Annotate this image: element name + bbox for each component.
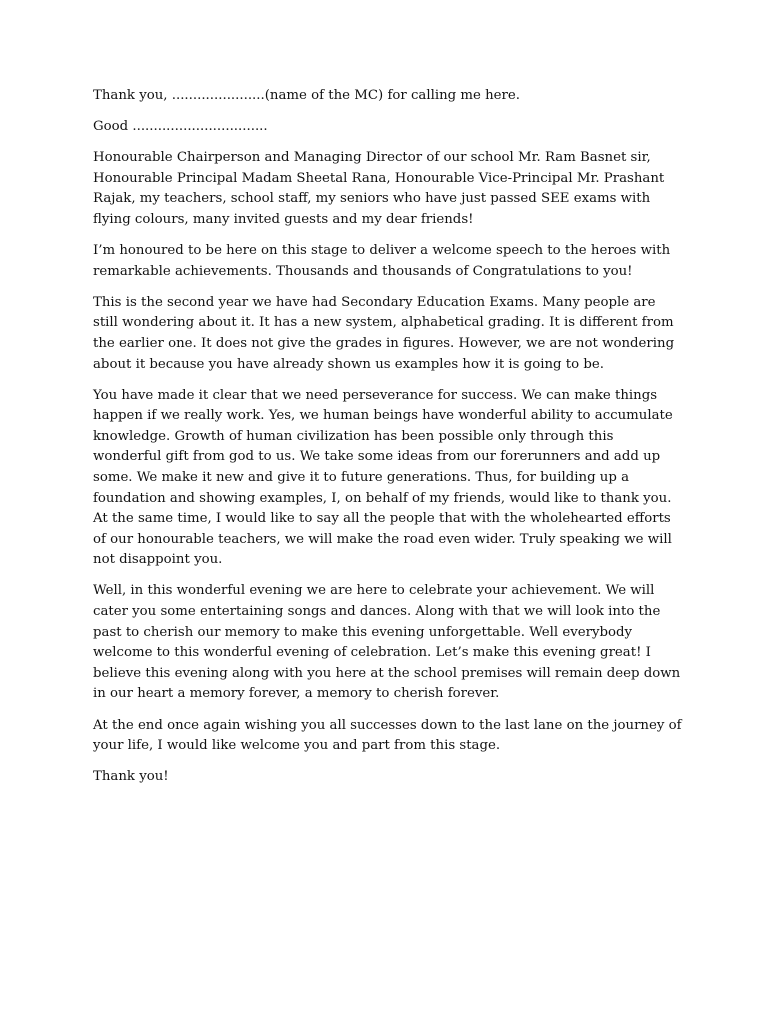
perseverance-paragraph: You have made it clear that we need perseverance for success. We can make things happen if we really work. Yes, we human beings have wonderful ability to accumulate knowledge. Growth of human civilization has been possible only through this wonderful gift from god to us. We take some ideas from our forerunners and add up some. We make it new and give it to future generations. Thus, for building up a foundation and showing examples, I, on behalf of my friends, would like to thank you. At the same time, I would like to say all the people that with the wholehearted efforts of our honourable teachers, we will make the road even wider. Truly speaking we will not disappoint you. xyxy=(93,387,673,568)
salutation-paragraph: Honourable Chairperson and Managing Director of our school Mr. Ram Basnet sir, Honourable Principal Madam Sheetal Rana, Honourable Vice-Principal Mr. Prashant Rajak, my teachers, school staff, my seniors who have just passed SEE exams with flying colours, many invited guests and my dear friends! xyxy=(93,150,665,227)
opening-thanks: Thank you, ......................(name of the MC) for calling me here. xyxy=(93,88,521,103)
speech-body xyxy=(93,86,683,798)
honoured-paragraph: I’m honoured to be here on this stage to deliver a welcome speech to the heroes with remarkable achievements. Thousands and thousands of Congratulations to you! xyxy=(93,243,671,279)
final-thanks: Thank you! xyxy=(93,769,169,785)
closing-paragraph: At the end once again wishing you all successes down to the last lane on the journey of your life, I would like welcome you and part from this stage. xyxy=(93,717,682,754)
exams-paragraph: This is the second year we have had Secondary Education Exams. Many people are still wondering about it. It has a new system, alphabetical grading. It is different from the earlier one. It does not give the grades in figures. However, we are not wondering about it because you have already shown us examples how it is going to be. xyxy=(93,294,675,372)
celebration-paragraph: Well, in this wonderful evening we are here to celebrate your achievement. We will cater you some entertaining songs and dances. Along with that we will look into the past to cherish our memory to make this evening unforgettable. Well everybody welcome to this wonderful evening of celebration. Let’s make this evening great! I believe this evening along with you here at the school premises will remain deep down in our heart a memory forever, a memory to cherish forever. xyxy=(93,583,681,702)
greeting: Good ................................ xyxy=(93,119,268,135)
